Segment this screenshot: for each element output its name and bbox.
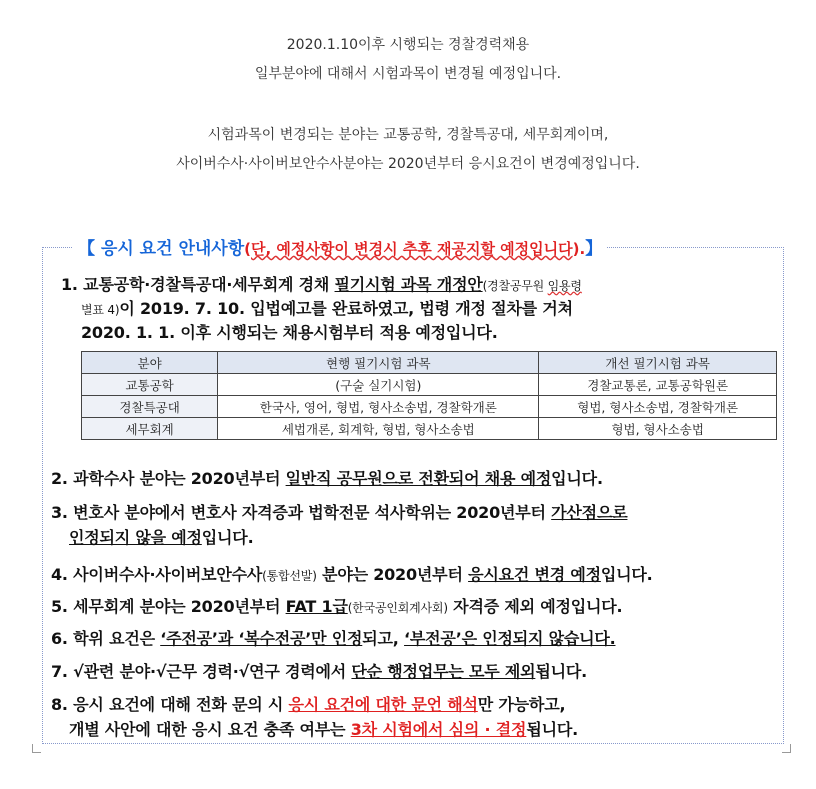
notice-box: 【 응시 요건 안내사항(단, 예정사항이 변경시 추후 재공지할 예정입니다).】 1. 교통공학·경찰특공대·세무회계 경채 필기시험 과목 개정안(경찰공무원 임용령 별표 4)이 2019. 7. 10. 입법예고를 완료하였고, 법령 개정 절차를 거쳐 2020. 1. 1. 이후 시행되는 채용시험부터 적용 예정입니다. 분야 현행 필기시험 과목 개선 필기시험 과목 교통공학 (구술 실기시험) 경찰교통론, 교통공학원론 경찰특공대 한국사, 영어, 형법, 형사소송법, 경찰학개론 형법, 형사소송법, 경찰학개론 세무회계 세법개론, 회계학, 형법, 형사소송법 형법, 형사소송법 2. 과학수사 분야는 2020년부터 일반직 공무원으로 전환되어 채용 예정입니다. 3. 변호사 분야에서 변호사 자격증과 법학전문 석사학위는 2020년부터 가산점으로 인정되지 않을 예정입니다. 4. 사이버수사·사이버보안수사(통합선발) 분야는 2020년부터 응시요건 변경 예정입니다. 5. 세무회계 분야는 2020년부터 FAT 1급(한국공인회계사회) 자격증 제외 예정입니다. 6. 학위 요건은 ‘주전공’과 ‘복수전공’만 인정되고, ‘부전공’은 인정되지 않습니다. 7. √관련 분야·√근무 경력·√연구 경력에서 단순 행정업무는 모두 제외됩니다. 8. 응시 요건에 대해 전화 문의 시 응시 요건에 대한 문언 해석만 가능하고, 개별 사안에 대한 응시 요건 충족 여부는 3차 시험에서 심의 · 결정됩니다. (42, 247, 784, 744)
bracket-open: 【 (78, 239, 95, 259)
item-2: 2. 과학수사 분야는 2020년부터 일반직 공무원으로 전환되어 채용 예정입니다. (51, 469, 603, 488)
notice-paren-close: ). (572, 240, 586, 258)
item-7: 7. √관련 분야·√근무 경력·√연구 경력에서 단순 행정업무는 모두 제외됩니다. (51, 662, 588, 681)
item-8-cont: 개별 사안에 대한 응시 요건 충족 여부는 3차 시험에서 심의 · 결정됩니다. (69, 720, 578, 739)
item-6: 6. 학위 요건은 ‘주전공’과 ‘복수전공’만 인정되고, ‘부전공’은 인정되지 않습니다. (51, 629, 616, 648)
table-header-row: 분야 현행 필기시험 과목 개선 필기시험 과목 (82, 352, 777, 374)
item-8: 8. 응시 요건에 대해 전화 문의 시 응시 요건에 대한 문언 해석만 가능하고, (51, 695, 566, 714)
intro-line-3: 시험과목이 변경되는 분야는 교통공학, 경찰특공대, 세무회계이며, (207, 127, 609, 143)
item-3: 3. 변호사 분야에서 변호사 자격증과 법학전문 석사학위는 2020년부터 가산점으로 (51, 503, 628, 522)
corner-mark-left (32, 744, 41, 753)
item-3-cont: 인정되지 않을 예정입니다. (69, 528, 254, 547)
notice-paren-text: 단, 예정사항이 변경시 추후 재공지할 예정입니다 (251, 240, 573, 258)
corner-mark-right (782, 744, 791, 753)
intro-line-2: 일부분야에 대해서 시험과목이 변경될 예정입니다. (254, 66, 562, 82)
table-row: 경찰특공대 한국사, 영어, 형법, 형사소송법, 경찰학개론 형법, 형사소송법, 경찰학개론 (82, 396, 777, 418)
subject-table (81, 351, 777, 440)
item-4: 4. 사이버수사·사이버보안수사(통합선발) 분야는 2020년부터 응시요건 변경 예정입니다. (51, 565, 653, 584)
bracket-close: 】 (585, 239, 603, 259)
notice-title-main: 응시 요건 안내사항 (95, 239, 245, 259)
item1-highlight: 필기시험 과목 개정안 (334, 275, 483, 294)
item-5: 5. 세무회계 분야는 2020년부터 FAT 1급(한국공인회계사회) 자격증 제외 예정입니다. (51, 597, 623, 616)
notice-title (73, 234, 607, 259)
table-row: 교통공학 (구술 실기시험) 경찰교통론, 교통공학원론 (82, 374, 777, 396)
table-row: 세무회계 세법개론, 회계학, 형법, 형사소송법 형법, 형사소송법 (82, 418, 777, 440)
notice-paren-open: ( (244, 240, 251, 258)
intro-line-1: 2020.1.10이후 시행되는 경찰경력채용 (286, 37, 530, 53)
intro-line-4: 사이버수사·사이버보안수사분야는 2020년부터 응시요건이 변경예정입니다. (176, 156, 640, 172)
